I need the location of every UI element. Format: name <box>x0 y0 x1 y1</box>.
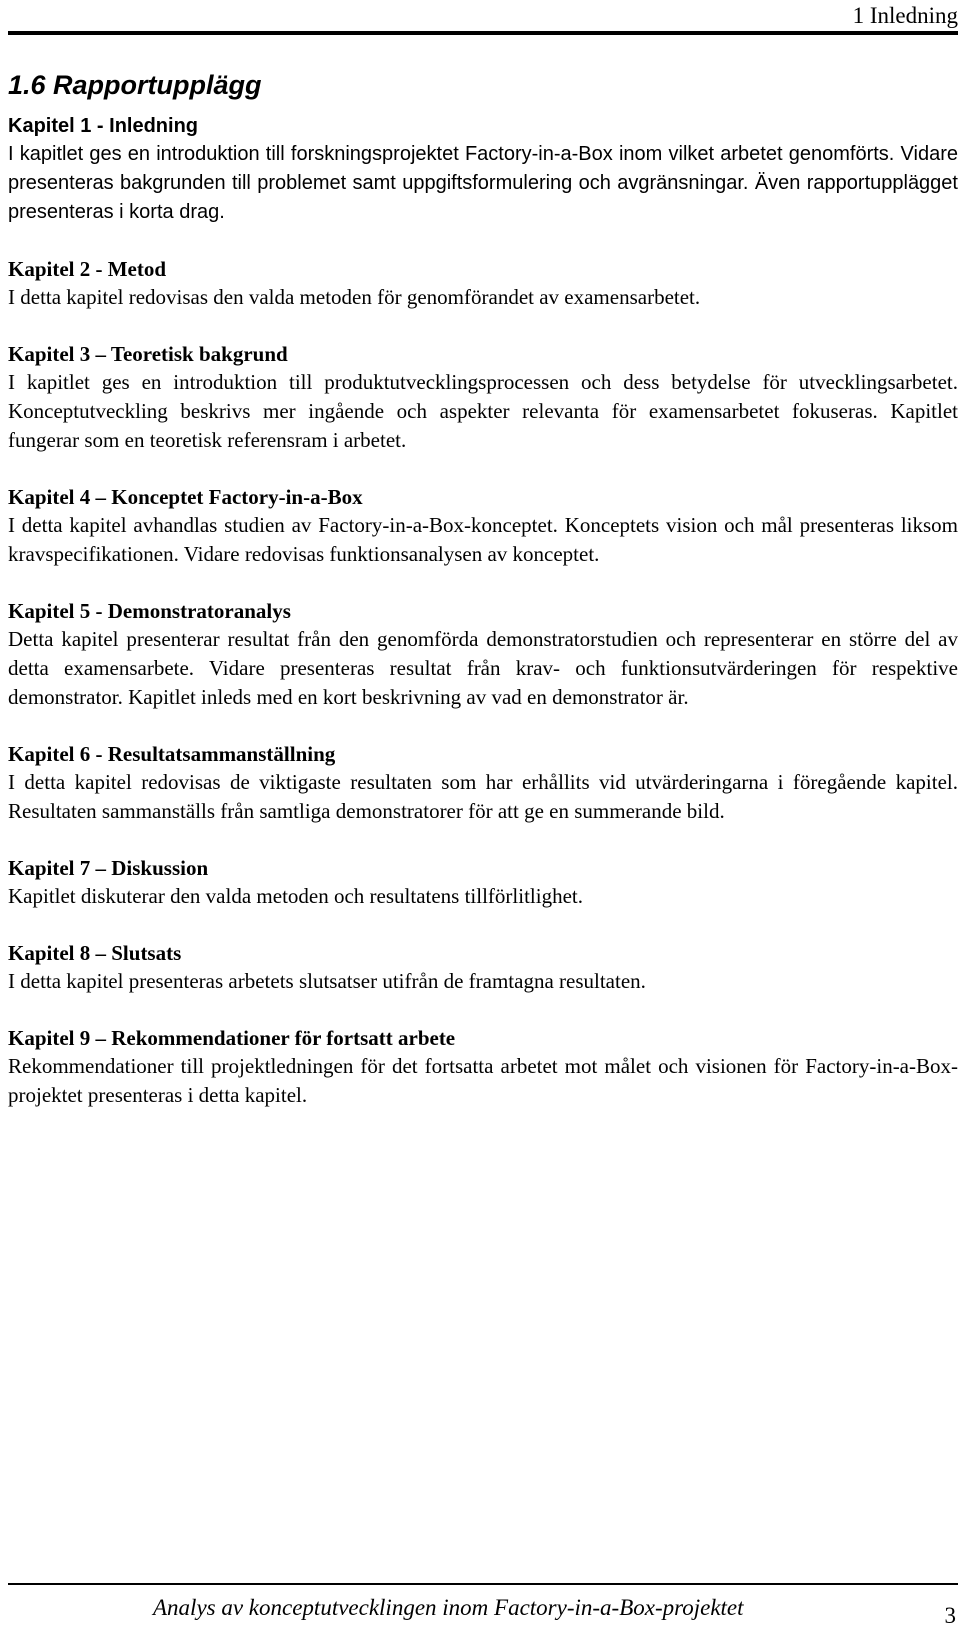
chapter-heading: Kapitel 2 - Metod <box>8 257 167 281</box>
section-title: 1.6 Rapportupplägg <box>8 70 262 100</box>
chapter-2 <box>8 255 958 312</box>
chapter-description: I detta kapitel presenteras arbetets slutsatser utifrån de framtagna resultaten. <box>8 969 646 993</box>
chapter-description: Detta kapitel presenterar resultat från den genomförda demonstratorstudien och representerar en större del av detta examensarbete. Vidare presenteras resultat från krav- och funktionsutvärderingen för respektive demonstrator. Kapitlet inleds med en kort beskrivning av vad en demonstrator är. <box>8 627 958 709</box>
chapter-description: I detta kapitel redovisas den valda metoden för genomförandet av examensarbetet. <box>8 285 701 309</box>
chapter-heading: Kapitel 6 - Resultatsammanställning <box>8 742 336 766</box>
chapter-heading: Kapitel 4 – Konceptet Factory-in-a-Box <box>8 485 363 509</box>
chapter-7 <box>8 854 958 911</box>
chapter-list <box>8 112 958 1138</box>
chapter-description: I kapitlet ges en introduktion till produktutvecklingsprocessen och dess betydelse för utvecklingsarbetet. Konceptutveckling beskrivs mer ingående och aspekter relevanta för examensarbetet fokuseras. Kapitlet fungerar som en teoretisk referensram i arbetet. <box>8 370 958 452</box>
running-header <box>8 0 958 35</box>
page-number: 3 <box>944 1603 956 1628</box>
chapter-heading: Kapitel 3 – Teoretisk bakgrund <box>8 342 288 366</box>
chapter-heading: Kapitel 7 – Diskussion <box>8 856 209 880</box>
chapter-9 <box>8 1024 958 1110</box>
chapter-8 <box>8 939 958 996</box>
chapter-description: Rekommendationer till projektledningen för det fortsatta arbetet mot målet och visionen för Factory-in-a-Box-projektet presenteras i detta kapitel. <box>8 1054 958 1107</box>
running-footer <box>8 1583 958 1628</box>
chapter-heading: Kapitel 9 – Rekommendationer för fortsatt arbete <box>8 1026 456 1050</box>
chapter-5 <box>8 597 958 712</box>
chapter-1 <box>8 112 958 227</box>
chapter-4 <box>8 483 958 569</box>
chapter-description: I detta kapitel redovisas de viktigaste resultaten som har erhållits vid utvärderingarna i föregående kapitel. Resultaten sammanställs från samtliga demonstratorer för att ge en summerande bild. <box>8 770 958 823</box>
chapter-description: I kapitlet ges en introduktion till forskningsprojektet Factory-in-a-Box inom vilket arbetet genomförts. Vidare presenteras bakgrunden till problemet samt uppgiftsformulering och avgränsningar. Även rapportupplägget presenteras i korta drag. <box>8 143 958 223</box>
running-header-title: 1 Inledning <box>852 3 958 28</box>
chapter-description: Kapitlet diskuterar den valda metoden och resultatens tillförlitlighet. <box>8 884 583 908</box>
chapter-3 <box>8 340 958 455</box>
footer-title: Analys av konceptutvecklingen inom Factory-in-a-Box-projektet <box>153 1595 744 1620</box>
chapter-heading: Kapitel 1 - Inledning <box>8 115 199 137</box>
chapter-6 <box>8 740 958 826</box>
chapter-heading: Kapitel 8 – Slutsats <box>8 941 182 965</box>
chapter-description: I detta kapitel avhandlas studien av Factory-in-a-Box-konceptet. Konceptets vision och mål presenteras liksom kravspecifikationen. Vidare redovisas funktionsanalysen av konceptet. <box>8 513 958 566</box>
chapter-heading: Kapitel 5 - Demonstratoranalys <box>8 599 291 623</box>
